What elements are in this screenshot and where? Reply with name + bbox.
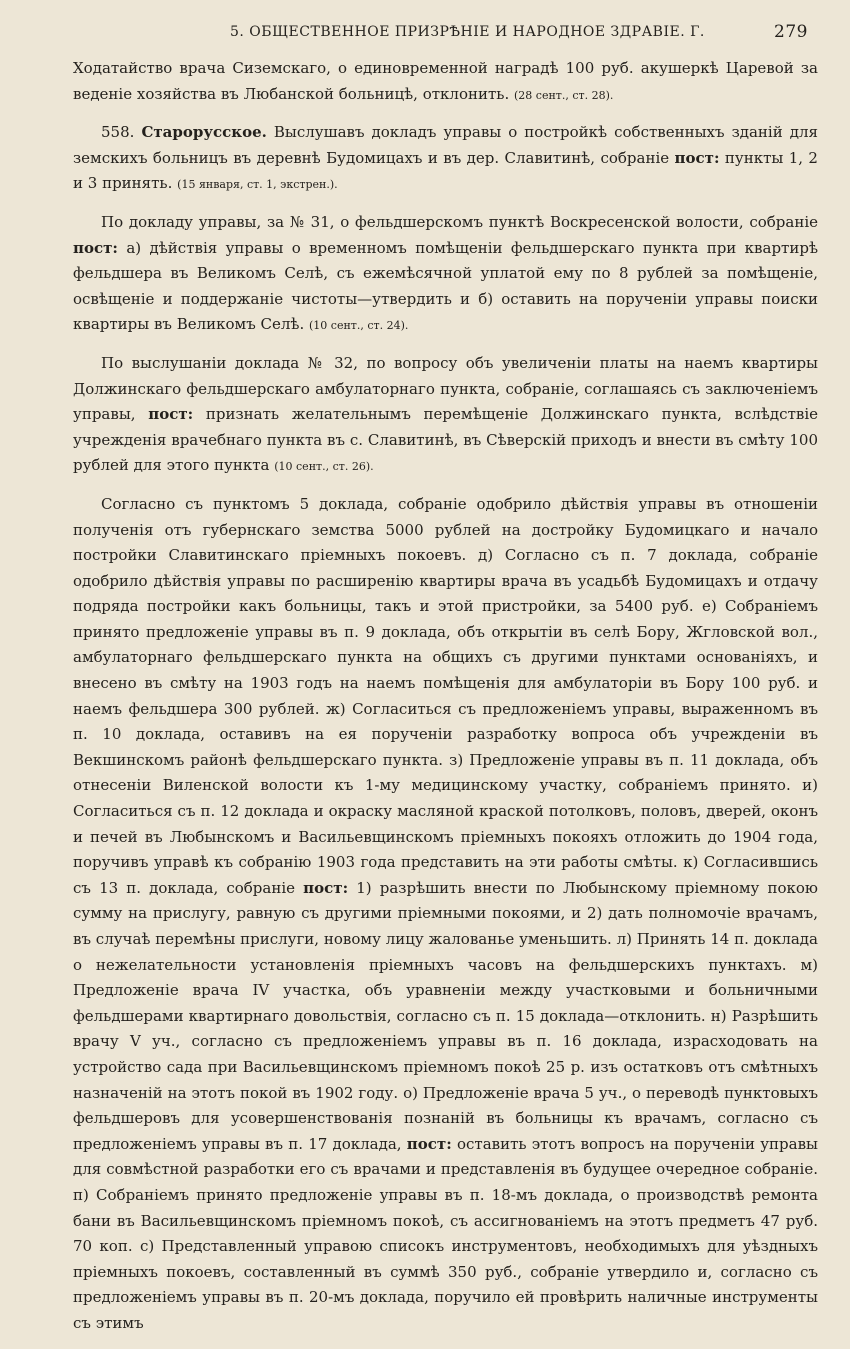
citation: (10 сент., ст. 24). <box>309 319 409 333</box>
resolution-keyword: пост: <box>674 148 720 167</box>
page-body <box>73 56 818 1349</box>
header-title: 5. ОБЩЕСТВЕННОЕ ПРИЗРѢНІЕ И НАРОДНОЕ ЗДРАВІЕ. Г. <box>230 24 705 40</box>
paragraph-text: пункты 1, 2 и 3 принять. <box>73 148 818 193</box>
paragraph-text: По выслушаніи доклада № 32, по вопросу объ увеличеніи платы на наемъ квартиры Должинскаго фельдшерскаго амбулаторнаго пункта, собраніе, соглашаясь съ заключеніемъ управы, <box>73 353 818 424</box>
resolution-keyword: пост: <box>406 1134 452 1153</box>
running-header <box>0 22 850 44</box>
paragraph-text: 1) разрѣшить внести по Любынскому пріемному покою сумму на прислугу, равную съ другими пріемными покоями, и 2) дать полномочіе врачамъ, въ случаѣ перемѣны прислуги, новому лицу жалованье уменьшить. л) Принять 14 п. доклада о нежелательности установленія пріемныхъ часовъ на фельдшерскихъ пунктахъ. м) Предложеніе врача IV участка, объ уравненіи между участковыми и больничными фельдшерами квартирнаго довольствія, согласно съ п. 15 доклада—отклонить. н) Разрѣшить врачу V уч., согласно съ предложеніемъ управы въ п. 16 доклада, израсходовать на устройство сада при Васильевщинскомъ пріемномъ покоѣ 25 р. изъ остатковъ отъ смѣтныхъ назначеній на этотъ покой въ 1902 году. о) Предложеніе врача 5 уч., о переводѣ пунктовыхъ фельдшеровъ для усовершенствованія познаній въ больницы къ врачамъ, согласно съ предложеніемъ управы въ п. 17 доклада, <box>73 878 818 1153</box>
paragraph-2 <box>73 120 818 198</box>
paragraph-text: оставить этотъ вопросъ на порученіи управы для совмѣстной разработки его съ врачами и представленія въ будущее очередное собраніе. п) Собраніемъ принято предложеніе управы въ п. 18-мъ доклада, о производствѣ ремонта бани въ Васильевщинскомъ пріемномъ покоѣ, съ ассигнованіемъ на этотъ предметъ 47 руб. 70 коп. с) Представленный управою списокъ инструментовъ, необходимыхъ для уѣздныхъ пріемныхъ покоевъ, составленный въ суммѣ 350 руб., собраніе утвердило и, согласно съ предложеніемъ управы въ п. 20-мъ доклада, поручило ей провѣрить наличные инструменты съ этимъ <box>73 1134 818 1332</box>
page-number: 279 <box>774 22 808 42</box>
paragraph-text: признать желательнымъ перемѣщеніе Должинскаго пункта, вслѣдствіе учрежденія врачебнаго пункта въ с. Славитинѣ, въ Сѣверскій приходъ и внести въ смѣту 100 рублей для этого пункта <box>73 405 818 475</box>
paragraph-text: Согласно съ пунктомъ 5 доклада, собраніе одобрило дѣйствія управы въ отношеніи полученія отъ губернскаго земства 5000 рублей на достройку Будомицкаго и начало постройки Славитинскаго пріемныхъ покоевъ. д) Согласно съ п. 7 доклада, собраніе одобрило дѣйствія управы по расширенію квартиры врача въ усадьбѣ Будомицахъ и отдачу подряда постройки какъ больницы, такъ и этой пристройки, за 5400 руб. е) Собраніемъ принято предложеніе управы въ п. 9 доклада, объ открытіи въ селѣ Бору, Жгловской вол., амбулаторнаго фельдшерскаго пункта на общихъ съ другими пунктами основаніяхъ, и внесено въ смѣту на 1903 годъ на наемъ помѣщенія для амбулаторіи въ Бору 100 руб. и наемъ фельдшера 300 рублей. ж) Согласиться съ предложеніемъ управы, выраженномъ въ п. 10 доклада, оставивъ на ея порученіи разработку вопроса объ учрежденіи въ Векшинскомъ районѣ фельдшерскаго пункта. з) Предложеніе управы въ п. 11 доклада, объ отнесеніи Виленской волости къ 1-му медицинскому участку, собраніемъ принято. и) Согласиться съ п. 12 доклада и окраску масляной краской потолковъ, половъ, дверей, оконъ и печей въ Любынскомъ и Васильевщинскомъ пріемныхъ покояхъ отложить до 1904 года, поручивъ управѣ къ собранію 1903 года представить на эти работы смѣты. к) Согласившись съ 13 п. доклада, собраніе <box>73 494 818 897</box>
entry-number: 558. <box>101 123 135 142</box>
resolution-keyword: пост: <box>148 405 194 424</box>
paragraph-text: Ходатайство врача Сиземскаго, о единовременной наградѣ 100 руб. акушеркѣ Царевой за веденіе хозяйства въ Любанской больницѣ, отклонить. <box>73 59 818 103</box>
resolution-keyword: пост: <box>73 238 118 257</box>
resolution-keyword: пост: <box>303 878 349 897</box>
entry-heading: Старорусское. <box>141 123 267 142</box>
citation: (15 января, ст. 1, экстрен.). <box>177 178 338 192</box>
paragraph-text: Выслушавъ докладъ управы о постройкѣ собственныхъ зданій для земскихъ больницъ въ деревнѣ Будомицахъ и въ дер. Славитинѣ, собраніе <box>73 123 818 167</box>
paragraph-3 <box>73 210 818 339</box>
paragraph-text: По докладу управы, за № 31, о фельдшерскомъ пунктѣ Воскресенской волости, собраніе <box>101 212 818 231</box>
paragraph-4 <box>73 351 818 480</box>
paragraph-5 <box>73 492 818 1337</box>
citation: (10 сент., ст. 26). <box>274 460 374 474</box>
paragraph-1 <box>73 56 818 108</box>
paragraph-text: а) дѣйствія управы о временномъ помѣщеніи фельдшерскаго пункта при квартирѣ фельдшера въ Великомъ Селѣ, съ ежемѣсячной уплатой ему по 8 рублей за помѣщеніе, освѣщеніе и поддержаніе чистоты—утвердить и б) оставить на порученіи управы поиски квартиры въ Великомъ Селѣ. <box>73 238 818 334</box>
citation: (28 сент., ст. 28). <box>514 88 614 102</box>
